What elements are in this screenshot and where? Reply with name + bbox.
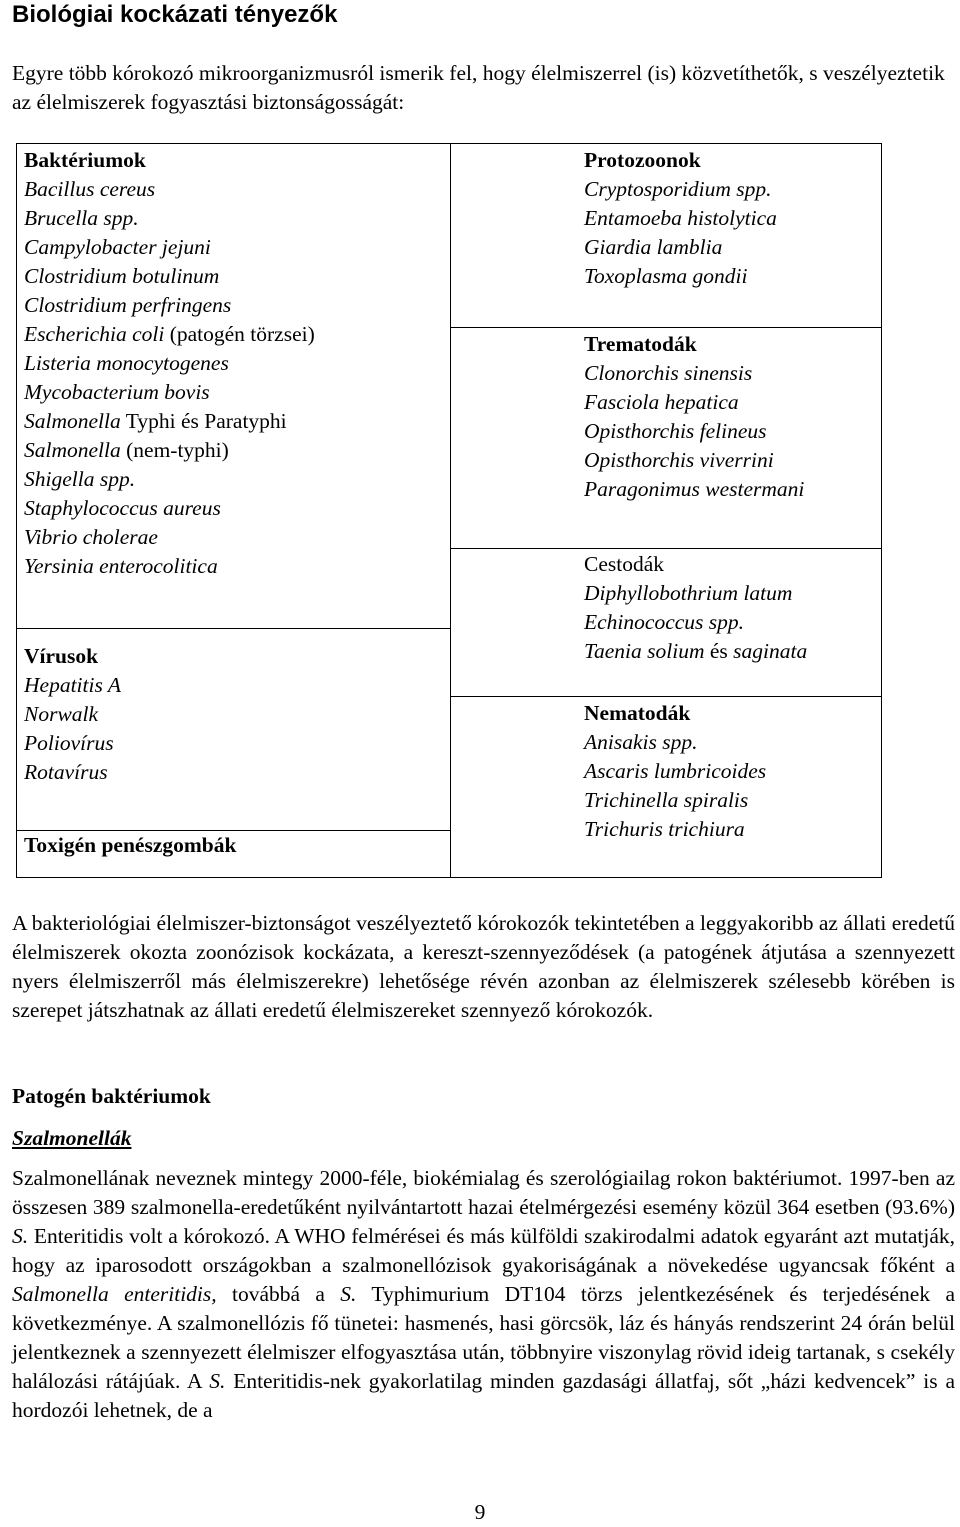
text-run-italic: S. xyxy=(12,1224,29,1248)
organism-name: Listeria monocytogenes xyxy=(24,351,229,375)
protozoa-heading: Protozoonok xyxy=(584,148,701,172)
row-divider xyxy=(17,628,450,629)
organism-name: Toxoplasma gondii xyxy=(584,264,748,288)
organism-name: Shigella spp. xyxy=(24,467,136,491)
organism-item xyxy=(584,417,884,446)
text-run: kban a szalmonellózisok gyakoriságának a növekedése ugyancsak főként a xyxy=(269,1253,956,1277)
organism-name: Salmonella xyxy=(24,409,121,433)
text-run: Typhimurium DT104 törzs jelentkezésének és terjedésének a következménye. A szalmonellózis fő tünetei: hasmenés, hasi görcsök, láz és hányás rendszerint 24 órán belül jelentkeznek a szennyezett élelmiszer elfogyasztása után, többnyire viszonylag rövid ideig tartanak, s csekély halálozási rátájúak. A xyxy=(12,1282,955,1393)
organism-name: Clostridium perfringens xyxy=(24,293,232,317)
cestodes-list xyxy=(584,579,884,666)
organism-item xyxy=(584,757,884,786)
cestodes-cell xyxy=(584,550,884,666)
page-number: 9 xyxy=(474,1500,486,1524)
organism-name: Poliovírus xyxy=(24,731,114,755)
text-run: Enteritidis-nek gyakorlatilag minden gazdasági állatfaj, sőt „házi kedvencek” is a hordozói lehetnek, de a xyxy=(12,1369,955,1422)
protozoa-cell xyxy=(584,146,884,291)
organism-name: Escherichia coli xyxy=(24,322,165,346)
organism-item xyxy=(584,579,884,608)
organism-name: Mycobacterium bovis xyxy=(24,380,210,404)
organism-item xyxy=(24,233,444,262)
organism-item xyxy=(24,407,444,436)
organism-name: Echinococcus spp. xyxy=(584,610,745,634)
text-run: Enteritidis volt a kórokozó. A WHO felmérései és más külföldi szakirodalmi adatok egyaránt azt mutatják, hogy az iparosodott ország xyxy=(12,1224,955,1277)
organism-item xyxy=(584,204,884,233)
organism-name: Norwalk xyxy=(24,702,99,726)
bacteria-list xyxy=(24,175,444,581)
molds-heading: Toxigén penészgombák xyxy=(24,833,237,857)
organism-name: Trichuris trichiura xyxy=(584,817,745,841)
paragraph-zoonosis: A bakteriológiai élelmiszer-biztonságot veszélyeztető kórokozók tekintetében a leggyakoribb az állati eredetű élelmiszerek okozta zoonózisok kockázata, a kereszt-szennyeződések (a patogének átjutása a szennyezett nyers élelmiszerről más élelmiszerekre) lehetősége révén azonban az élelmiszerek szélesebb körében is szerepet játszhatnak az állati eredetű élelmiszereket szennyező kórokozók. xyxy=(12,911,955,1022)
organism-item xyxy=(584,786,884,815)
organism-name: Campylobacter jejuni xyxy=(24,235,211,259)
viruses-cell xyxy=(24,642,444,787)
organism-name: Rotavírus xyxy=(24,760,108,784)
organism-name: Staphylococcus aureus xyxy=(24,496,221,520)
organism-name: Brucella spp. xyxy=(24,206,139,230)
organism-item xyxy=(584,262,884,291)
text-run: továbbá a xyxy=(216,1282,341,1306)
organism-name: Taenia solium xyxy=(584,639,705,663)
organism-item xyxy=(24,378,444,407)
row-divider xyxy=(450,548,881,549)
organism-name: Vibrio cholerae xyxy=(24,525,158,549)
protozoa-list xyxy=(584,175,884,291)
trematodes-list xyxy=(584,359,884,504)
intro-paragraph: Egyre több kórokozó mikroorganizmusról ismerik fel, hogy élelmiszerrel (is) közvetíthetők, s veszélyeztetik az élelmiszerek fogyasztási biztonságosságát: xyxy=(12,61,945,114)
section-heading: Patogén baktériumok xyxy=(12,1084,211,1108)
organism-item xyxy=(584,728,884,757)
pathogen-table xyxy=(16,143,882,878)
organism-name: Clostridium botulinum xyxy=(24,264,220,288)
organism-item xyxy=(24,494,444,523)
molds-cell xyxy=(24,831,444,860)
organism-item xyxy=(584,175,884,204)
organism-note: (nem-typhi) xyxy=(120,438,229,462)
organism-item xyxy=(584,446,884,475)
organism-item xyxy=(24,700,444,729)
organism-name: Cryptosporidium spp. xyxy=(584,177,772,201)
organism-name: Giardia lamblia xyxy=(584,235,723,259)
organism-item xyxy=(24,523,444,552)
text-run-italic: Salmonella enteritidis, xyxy=(12,1282,217,1306)
bacteria-cell xyxy=(24,146,444,581)
row-divider xyxy=(450,327,881,328)
organism-item xyxy=(584,608,884,637)
organism-item xyxy=(24,436,444,465)
organism-note: és xyxy=(704,639,734,663)
organism-item xyxy=(24,204,444,233)
organism-name: Trichinella spiralis xyxy=(584,788,749,812)
organism-name: Opisthorchis viverrini xyxy=(584,448,774,472)
organism-name: Opisthorchis felineus xyxy=(584,419,767,443)
nematodes-cell xyxy=(584,699,884,844)
organism-name: Hepatitis A xyxy=(24,673,121,697)
organism-name: Clonorchis sinensis xyxy=(584,361,753,385)
organism-note: (patogén törzsei) xyxy=(164,322,315,346)
organism-item xyxy=(24,758,444,787)
organism-item xyxy=(24,175,444,204)
subsection-heading: Szalmonellák xyxy=(12,1126,132,1150)
organism-item xyxy=(24,291,444,320)
text-run-italic: S. xyxy=(209,1369,226,1393)
organism-item xyxy=(584,637,884,666)
paragraph-salmonella xyxy=(12,1164,955,1425)
organism-name: saginata xyxy=(733,639,808,663)
organism-name: Fasciola hepatica xyxy=(584,390,739,414)
organism-name: Entamoeba histolytica xyxy=(584,206,777,230)
organism-item xyxy=(584,233,884,262)
bacteria-heading: Baktériumok xyxy=(24,148,146,172)
text-run-italic: S. xyxy=(340,1282,357,1306)
organism-name: Bacillus cereus xyxy=(24,177,156,201)
organism-name: Paragonimus westermani xyxy=(584,477,805,501)
organism-item xyxy=(24,552,444,581)
organism-item xyxy=(24,729,444,758)
organism-item xyxy=(24,262,444,291)
text-run-italic: o xyxy=(258,1253,270,1277)
organism-name: Ascaris lumbricoides xyxy=(584,759,767,783)
organism-item xyxy=(584,359,884,388)
organism-item xyxy=(24,671,444,700)
organism-item xyxy=(584,475,884,504)
row-divider xyxy=(450,696,881,697)
column-divider xyxy=(450,144,451,877)
organism-item xyxy=(24,465,444,494)
organism-name: Anisakis spp. xyxy=(584,730,698,754)
organism-item xyxy=(24,349,444,378)
page-title: Biológiai kockázati tényezők xyxy=(12,1,338,28)
organism-item xyxy=(24,320,444,349)
text-run: Szalmonellának neveznek mintegy 2000-féle, biokémialag és szerológiailag rokon baktériumot. 1997-ben az összesen 389 szalmonella-eredetűként nyilvántartott hazai ételmérgezési esemény közül 364 esetben (93.6%) xyxy=(12,1166,955,1219)
nematodes-heading: Nematodák xyxy=(584,701,691,725)
organism-name: Salmonella xyxy=(24,438,121,462)
organism-name: Diphyllobothrium latum xyxy=(584,581,793,605)
organism-item xyxy=(584,388,884,417)
cestodes-heading: Cestodák xyxy=(584,552,665,576)
organism-name: Yersinia enterocolitica xyxy=(24,554,218,578)
organism-item xyxy=(584,815,884,844)
trematodes-heading: Trematodák xyxy=(584,332,697,356)
viruses-list xyxy=(24,671,444,787)
viruses-heading: Vírusok xyxy=(24,644,99,668)
trematodes-cell xyxy=(584,330,884,504)
organism-note: Typhi és Paratyphi xyxy=(120,409,287,433)
nematodes-list xyxy=(584,728,884,844)
